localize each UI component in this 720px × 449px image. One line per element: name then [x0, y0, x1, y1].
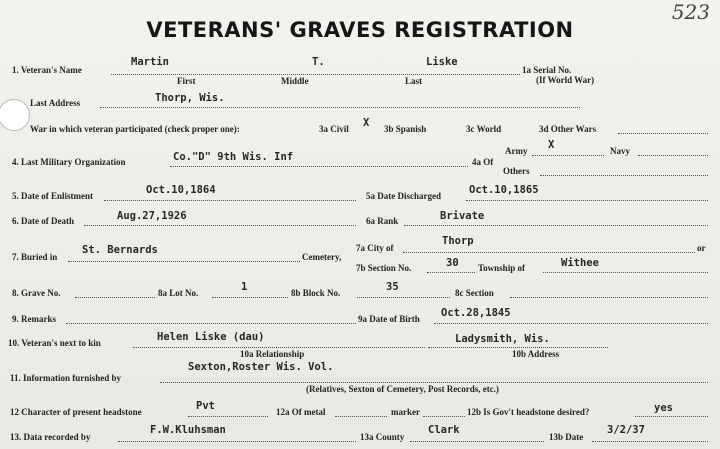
military-org-value: Co."D" 9th Wis. Inf	[173, 151, 294, 163]
record-date-line	[592, 441, 708, 442]
furnished-note: (Relatives, Sexton of Cemetery, Post Records, etc.)	[306, 384, 499, 394]
org-of-label: 4a Of	[472, 157, 494, 167]
army-label: Army	[505, 146, 528, 156]
recorded-by-value: F.W.Kluhsman	[150, 424, 226, 436]
govt-headstone-value: yes	[654, 402, 673, 414]
middle-sub-label: Middle	[281, 76, 309, 86]
enlistment-date-value: Oct.10,1864	[146, 184, 216, 196]
county-line	[410, 441, 544, 442]
birth-date-label: 9a Date of Birth	[358, 314, 420, 324]
org-line	[170, 166, 468, 167]
kin-address-value: Ladysmith, Wis.	[455, 333, 550, 345]
civil-war-mark: X	[363, 117, 370, 129]
township-value: Withee	[561, 257, 599, 269]
buried-in-label: 7. Buried in	[12, 252, 58, 262]
discharge-date-value: Oct.10,1865	[469, 184, 539, 196]
last-sub-label: Last	[405, 76, 423, 86]
other-wars-line	[618, 133, 708, 134]
address-line	[100, 107, 580, 108]
metal-line	[335, 416, 387, 417]
serial-sub-label: (If World War)	[536, 75, 595, 85]
city-value: Thorp	[442, 235, 474, 247]
last-address-label: Last Address	[30, 98, 81, 108]
section-number-label: 7b Section No.	[356, 263, 412, 273]
birth-line	[434, 323, 708, 324]
remarks-line	[66, 323, 356, 324]
discharge-date-label: 5a Date Discharged	[366, 191, 441, 201]
headstone-value: Pvt	[196, 400, 215, 412]
others-line	[540, 175, 708, 176]
township-line	[543, 272, 708, 273]
death-line	[84, 225, 356, 226]
section-number-value: 30	[446, 257, 459, 269]
spanish-war-label: 3b Spanish	[384, 124, 427, 134]
furnished-line	[160, 382, 708, 383]
record-date-label: 13b Date	[549, 432, 584, 442]
marker-label: marker	[391, 407, 420, 417]
block-number-value: 35	[386, 281, 399, 293]
card-number: 523	[671, 0, 710, 24]
enlistment-date-label: 5. Date of Enlistment	[12, 191, 93, 201]
county-label: 13a County	[360, 432, 405, 442]
middle-name-value: T.	[312, 56, 325, 68]
govt-headstone-label: 12b Is Gov't headstone desired?	[467, 407, 590, 417]
recorded-by-label: 13. Data recorded by	[10, 432, 91, 442]
kin-line	[133, 347, 425, 348]
plot-section-label: 8c Section	[455, 288, 494, 298]
lot-number-value: 1	[241, 281, 248, 293]
navy-line	[638, 155, 708, 156]
relationship-sub-label: 10a Relationship	[240, 349, 305, 359]
rank-line	[404, 225, 708, 226]
next-of-kin-label: 10. Veteran's next to kin	[8, 338, 101, 348]
war-label: War in which veteran participated (check proper one):	[30, 124, 240, 134]
govt-line	[635, 416, 708, 417]
buried-in-value: St. Bernards	[82, 244, 158, 256]
rank-value: Brivate	[440, 210, 485, 222]
punch-hole	[0, 99, 30, 131]
metal-label: 12a Of metal	[276, 407, 326, 417]
marker-line	[423, 416, 465, 417]
city-line	[403, 252, 695, 253]
address-sub-label: 10b Address	[512, 349, 560, 359]
remarks-label: 9. Remarks	[12, 314, 56, 324]
or-label: or	[697, 243, 706, 253]
next-of-kin-value: Helen Liske (dau)	[157, 331, 265, 343]
rank-label: 6a Rank	[366, 216, 399, 226]
death-date-value: Aug.27,1926	[117, 210, 187, 222]
other-wars-label: 3d Other Wars	[539, 124, 597, 134]
last-name-value: Liske	[426, 56, 458, 68]
others-label: Others	[503, 166, 530, 176]
card-title: VETERANS' GRAVES REGISTRATION	[146, 18, 574, 42]
section-line	[427, 272, 475, 273]
furnished-by-value: Sexton,Roster Wis. Vol.	[188, 361, 334, 373]
first-sub-label: First	[177, 76, 196, 86]
cemetery-label: Cemetery,	[302, 252, 342, 262]
grave-line	[75, 297, 155, 298]
buried-line	[68, 261, 300, 262]
lot-number-label: 8a Lot No.	[158, 288, 199, 298]
veteran-name-label: 1. Veteran's Name	[12, 65, 82, 75]
birth-date-value: Oct.28,1845	[441, 307, 511, 319]
township-label: Township of	[478, 263, 525, 273]
block-number-label: 8b Block No.	[291, 288, 341, 298]
death-date-label: 6. Date of Death	[12, 216, 74, 226]
grave-number-label: 8. Grave No.	[12, 288, 61, 298]
name-line	[111, 74, 520, 75]
headstone-line	[188, 416, 268, 417]
lot-line	[212, 297, 288, 298]
army-mark: X	[548, 139, 555, 151]
plot-section-line	[510, 297, 708, 298]
headstone-label: 12 Character of present headstone	[10, 407, 142, 417]
last-address-value: Thorp, Wis.	[155, 92, 225, 104]
discharge-line	[466, 200, 708, 201]
record-date-value: 3/2/37	[607, 424, 645, 436]
furnished-by-label: 11. Information furnished by	[10, 373, 122, 383]
serial-label: 1a Serial No.	[522, 65, 572, 75]
army-line	[532, 155, 604, 156]
military-org-label: 4. Last Military Organization	[12, 157, 126, 167]
city-label: 7a City of	[356, 243, 394, 253]
navy-label: Navy	[610, 146, 630, 156]
enlistment-line	[104, 200, 356, 201]
block-line	[357, 297, 450, 298]
recorded-line	[118, 441, 356, 442]
world-war-label: 3c World	[466, 124, 502, 134]
civil-war-label: 3a Civil	[319, 124, 349, 134]
first-name-value: Martin	[131, 56, 169, 68]
address-kin-line	[428, 347, 608, 348]
county-value: Clark	[428, 424, 460, 436]
